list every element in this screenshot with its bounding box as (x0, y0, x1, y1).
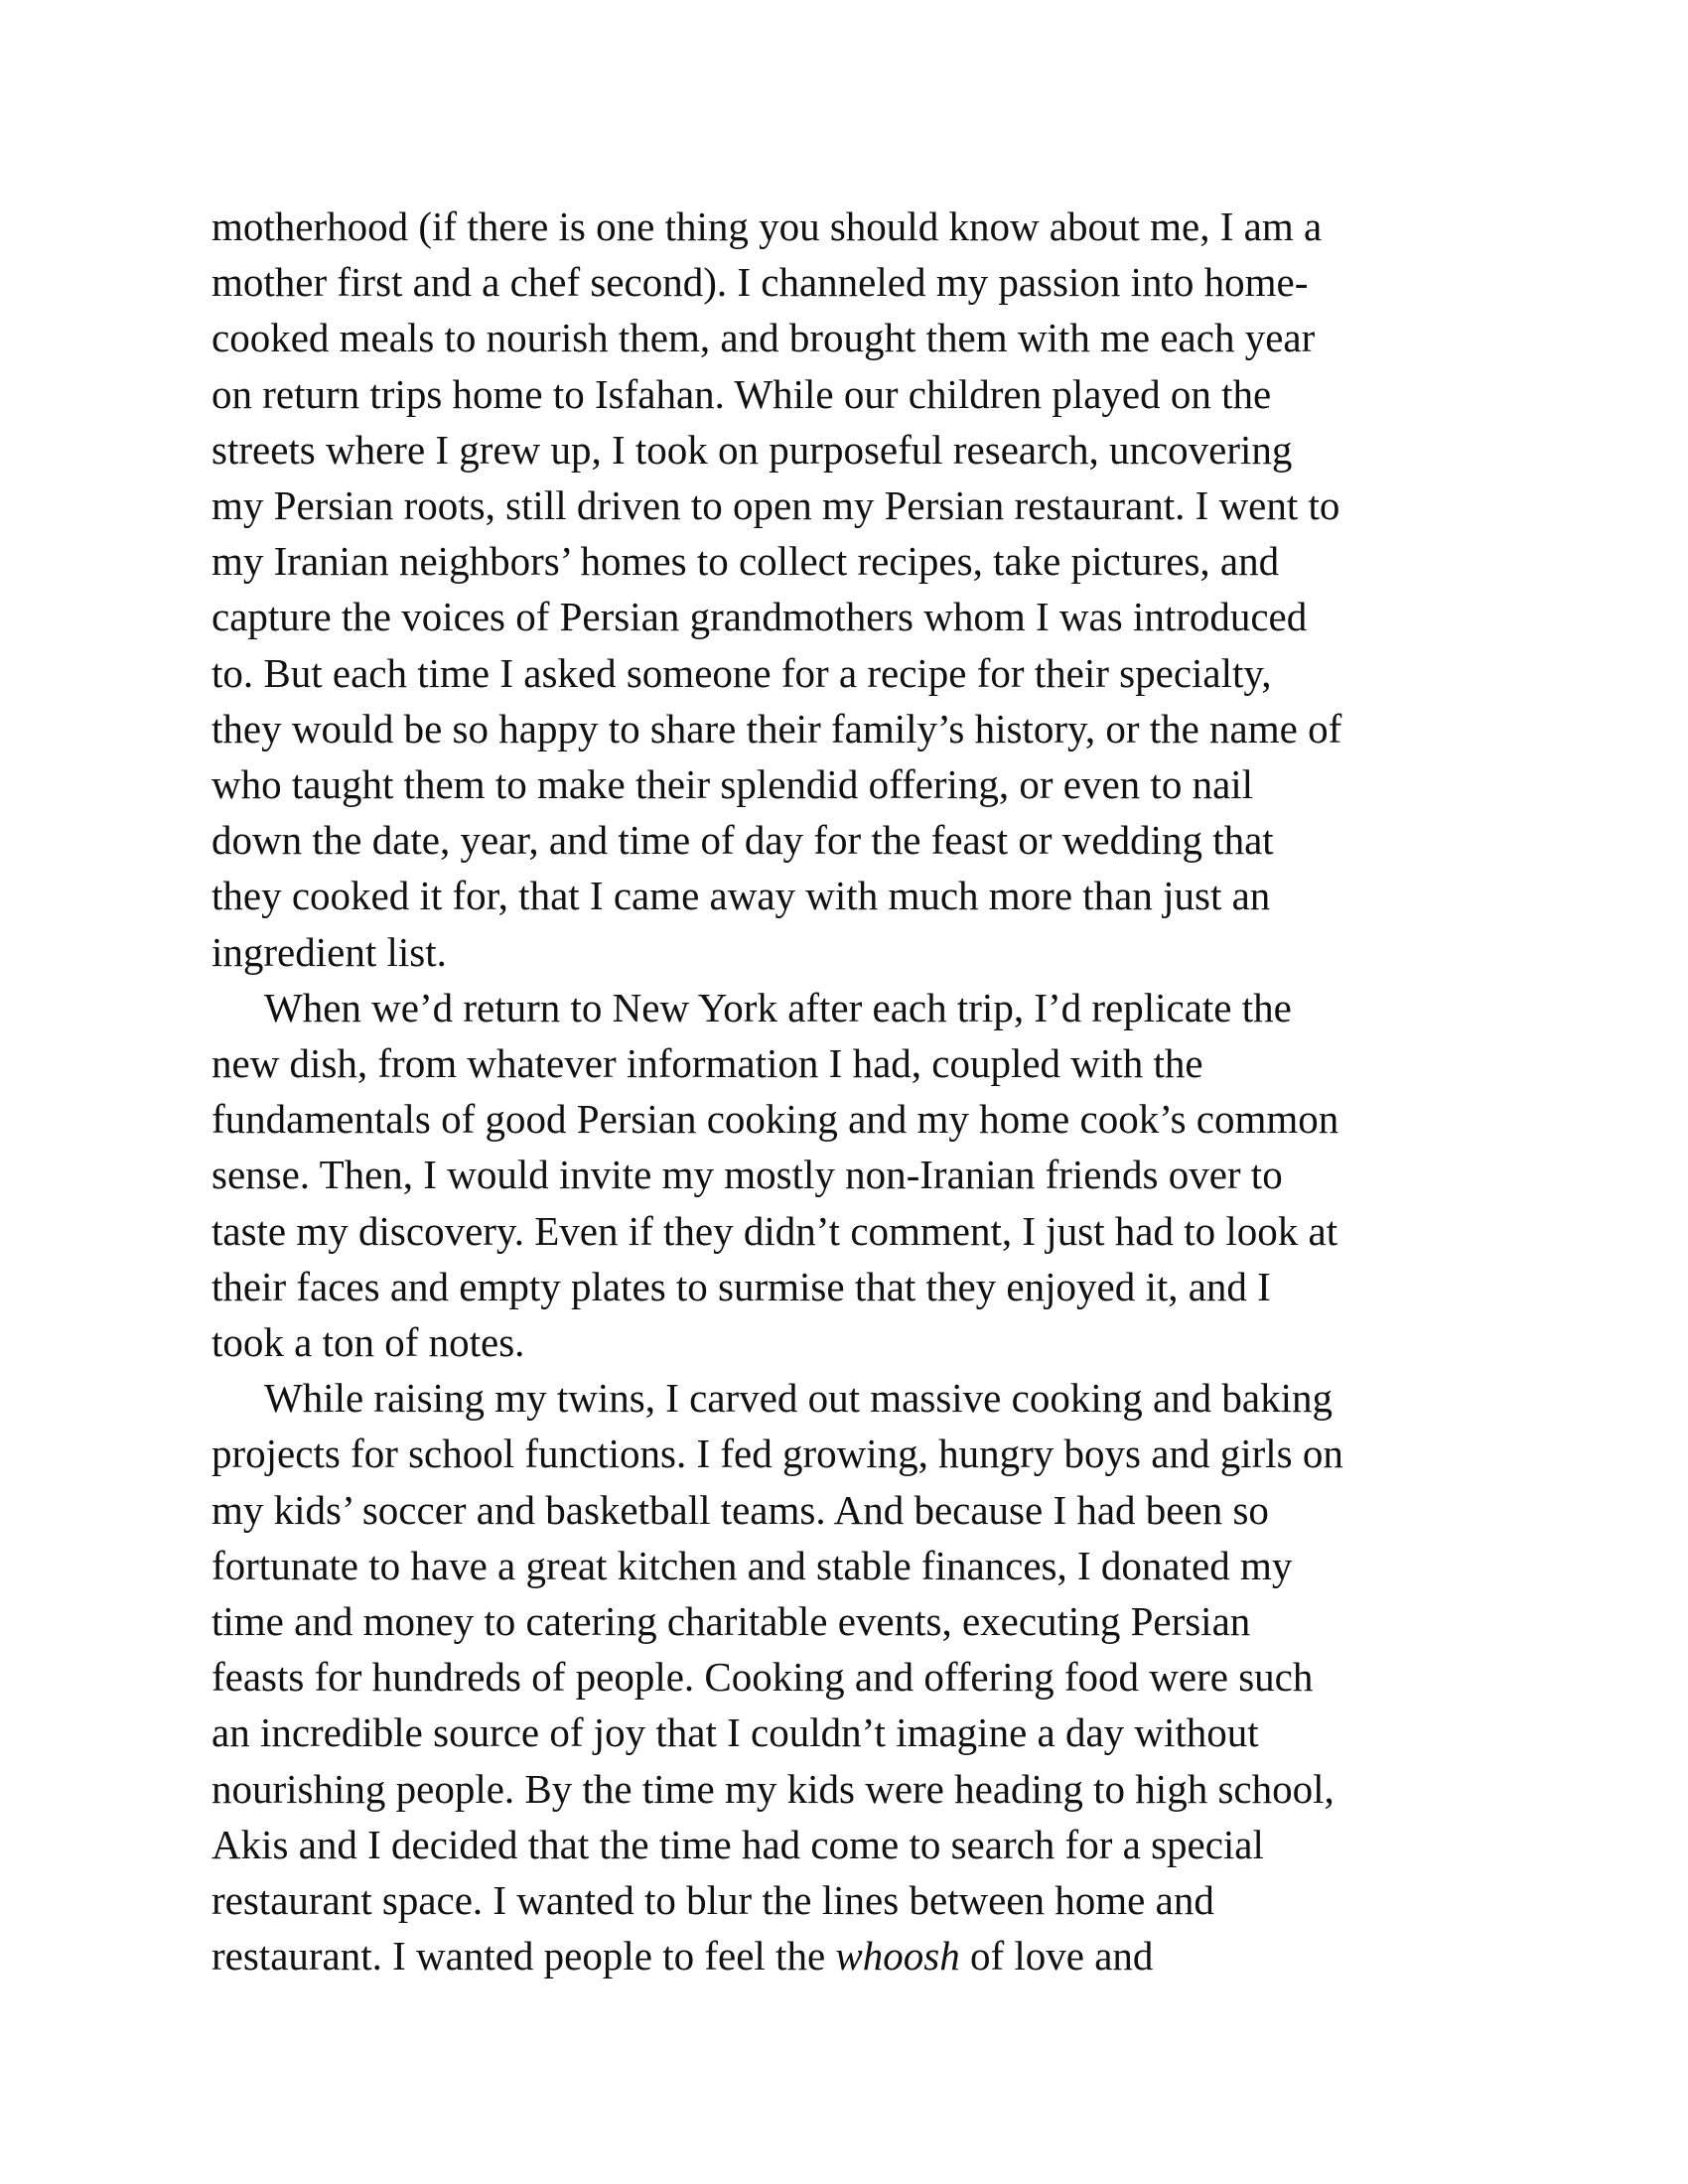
text-line (211, 924, 1492, 980)
text-line (211, 1482, 1492, 1538)
text-run: fortunate to have a great kitchen and stable finances, I donated my (211, 1542, 1293, 1588)
text-run: on return trips home to Isfahan. While our children played on the (211, 370, 1272, 417)
text-line (211, 1091, 1492, 1147)
text-line (211, 589, 1492, 644)
text-run: restaurant. I wanted people to feel the (211, 1933, 836, 1979)
text-run: taste my discovery. Even if they didn’t comment, I just had to look at (211, 1207, 1338, 1254)
text-line (211, 1538, 1492, 1593)
text-run: mother first and a chef second). I channeled my passion into home- (211, 259, 1309, 306)
text-run: an incredible source of joy that I couldn’t imagine a day without (211, 1709, 1259, 1756)
text-line (211, 980, 1492, 1035)
text-line (211, 1649, 1492, 1705)
text-line (211, 1928, 1492, 1983)
text-run: When we’d return to New York after each trip, I’d replicate the (264, 984, 1292, 1030)
italic-text: whoosh (835, 1933, 960, 1979)
text-run: to. But each time I asked someone for a recipe for their specialty, (211, 649, 1272, 696)
text-run: my kids’ soccer and basketball teams. And because I had been so (211, 1486, 1269, 1533)
text-run: nourishing people. By the time my kids were heading to high school, (211, 1765, 1335, 1812)
text-line (211, 645, 1492, 701)
text-line (211, 1872, 1492, 1928)
text-run: Akis and I decided that the time had come to search for a special (211, 1821, 1264, 1867)
text-line (211, 1147, 1492, 1202)
text-run: motherhood (if there is one thing you should know about me, I am a (211, 204, 1323, 249)
text-line (211, 478, 1492, 533)
text-run: their faces and empty plates to surmise that they enjoyed it, and I (211, 1263, 1271, 1309)
text-run: who taught them to make their splendid offering, or even to nail (211, 761, 1254, 808)
text-line (211, 1203, 1492, 1259)
text-line (211, 366, 1492, 422)
text-run: new dish, from whatever information I had, coupled with the (211, 1040, 1203, 1087)
text-line (211, 812, 1492, 868)
text-line (211, 868, 1492, 923)
text-run: streets where I grew up, I took on purposeful research, uncovering (211, 426, 1293, 473)
text-line (211, 1314, 1492, 1370)
text-line (211, 1259, 1492, 1314)
text-line (211, 199, 1492, 254)
text-line (211, 1035, 1492, 1091)
text-line (211, 1426, 1492, 1481)
text-run: sense. Then, I would invite my mostly non-Iranian friends over to (211, 1152, 1283, 1198)
text-line (211, 1817, 1492, 1872)
paragraph (211, 1370, 1492, 1983)
text-run: took a ton of notes. (211, 1319, 525, 1366)
text-line (211, 310, 1492, 365)
text-run: feasts for hundreds of people. Cooking and offering food were such (211, 1654, 1314, 1701)
text-run: my Iranian neighbors’ homes to collect recipes, take pictures, and (211, 538, 1280, 585)
text-run: fundamentals of good Persian cooking and my home cook’s common (211, 1096, 1339, 1143)
text-run: cooked meals to nourish them, and brought them with me each year (211, 315, 1316, 361)
text-run: of love and (959, 1933, 1154, 1979)
body-text (211, 199, 1492, 1984)
text-line (211, 701, 1492, 756)
text-line (211, 756, 1492, 812)
text-line (211, 422, 1492, 478)
text-run: projects for school functions. I fed growing, hungry boys and girls on (211, 1431, 1343, 1477)
text-line (211, 1705, 1492, 1760)
text-line (211, 254, 1492, 310)
text-run: my Persian roots, still driven to open my Persian restaurant. I went to (211, 482, 1340, 529)
text-run: they would be so happy to share their family’s history, or the name of (211, 705, 1342, 751)
text-run: time and money to catering charitable events, executing Persian (211, 1598, 1251, 1645)
text-run: they cooked it for, that I came away with much more than just an (211, 873, 1271, 919)
text-line (211, 1593, 1492, 1649)
text-run: ingredient list. (211, 928, 447, 975)
text-line (211, 1761, 1492, 1817)
text-run: capture the voices of Persian grandmothers whom I was introduced (211, 594, 1308, 640)
paragraph (211, 199, 1492, 980)
text-run: restaurant space. I wanted to blur the lines between home and (211, 1877, 1214, 1924)
text-run: down the date, year, and time of day for the feast or wedding that (211, 817, 1274, 864)
paragraph (211, 980, 1492, 1370)
text-line (211, 533, 1492, 589)
text-line (211, 1370, 1492, 1426)
text-run: While raising my twins, I carved out massive cooking and baking (264, 1375, 1334, 1422)
